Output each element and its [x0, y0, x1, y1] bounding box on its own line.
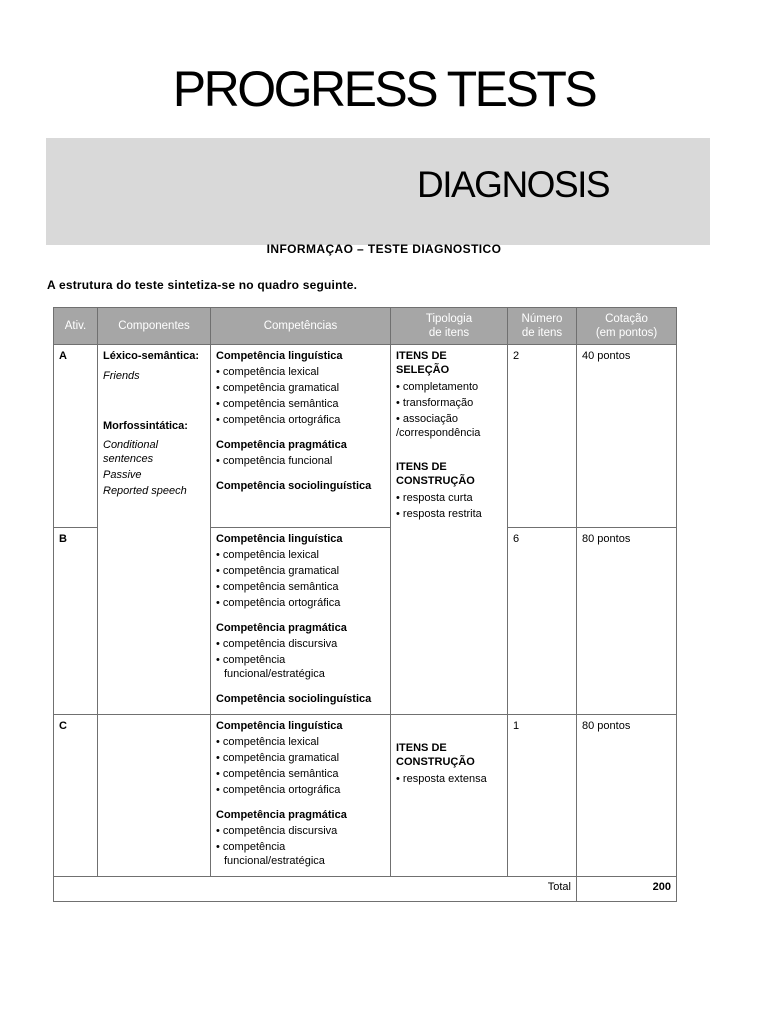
component-item: Passive [103, 469, 142, 481]
ativ-cell: A [54, 345, 98, 528]
competencia-item: • competência semântica [216, 580, 385, 594]
ativ-cell: C [54, 715, 98, 877]
component-group-title: Léxico-semântica: [103, 350, 199, 362]
numero-cell: 1 [508, 715, 577, 877]
ativ-cell: B [54, 528, 98, 715]
competencia-item: • competência semântica [216, 397, 385, 411]
tipologia-item: • completamento [396, 380, 502, 394]
header-tipologia [391, 308, 508, 345]
competencia-item: • competência lexical [216, 548, 385, 562]
competencia-item: • competência ortográfica [216, 596, 385, 610]
competencias-cell [211, 715, 391, 877]
tipologia-title: ITENS DE CONSTRUÇÃO [396, 742, 475, 768]
test-structure-table [53, 307, 677, 902]
competencias-cell [211, 345, 391, 528]
competencia-item: • competência lexical [216, 735, 385, 749]
title-band [46, 138, 710, 245]
competencia-title: Competência pragmática [216, 622, 347, 634]
header-componentes: Componentes [98, 308, 211, 345]
component-item: Conditional sentences [103, 439, 159, 465]
header-tipologia-line1: Tipologia [425, 313, 473, 325]
competencia-title: Competência pragmática [216, 809, 347, 821]
numero-cell: 6 [508, 528, 577, 715]
header-ativ: Ativ. [54, 308, 98, 345]
tipologia-title: ITENS DE SELEÇÃO [396, 350, 450, 376]
cotacao-cell: 80 pontos [577, 528, 677, 715]
competencia-item: • competência ortográfica [216, 783, 385, 797]
competencia-title: Competência linguística [216, 533, 343, 545]
band-title: DIAGNOSIS [417, 164, 610, 205]
info-heading: INFORMAÇAO – TESTE DIAGNOSTICO [266, 242, 502, 256]
component-item: Friends [103, 370, 140, 382]
competencia-item: • competência discursiva [216, 637, 385, 651]
competencia-item: • competência gramatical [216, 564, 385, 578]
header-cotacao-line1: Cotação [605, 313, 648, 325]
table-row [54, 345, 677, 528]
competencia-title: Competência linguística [216, 720, 343, 732]
component-group-title: Morfossintática: [103, 420, 188, 432]
total-label: Total [54, 877, 577, 902]
competencia-title: Competência linguística [216, 350, 343, 362]
cotacao-cell: 80 pontos [577, 715, 677, 877]
tipologia-item: • transformação [396, 396, 502, 410]
competencia-item: • competência funcional/estratégica [216, 840, 334, 868]
table-header-row [54, 308, 677, 345]
tipologia-cell [391, 345, 508, 715]
intro-text: A estrutura do teste sintetiza-se no quadro seguinte. [47, 278, 358, 292]
header-numero-line1: Número [521, 313, 563, 325]
componentes-cell [98, 345, 211, 715]
tipologia-item: • resposta extensa [396, 772, 502, 786]
tipologia-item: • resposta restrita [396, 507, 502, 521]
componentes-cell [98, 715, 211, 877]
competencia-item: • competência gramatical [216, 751, 385, 765]
numero-cell: 2 [508, 345, 577, 528]
competencia-item: • competência funcional/estratégica [216, 653, 334, 681]
tipologia-title: ITENS DE CONSTRUÇÃO [396, 461, 475, 487]
header-numero [508, 308, 577, 345]
total-row [54, 877, 677, 902]
competencia-title: Competência pragmática [216, 439, 347, 451]
page-title: PROGRESS TESTS [172, 61, 596, 117]
header-competencias: Competências [211, 308, 391, 345]
competencia-item: • competência semântica [216, 767, 385, 781]
tipologia-item: • associação /correspondência [396, 412, 476, 440]
competencia-item: • competência discursiva [216, 824, 385, 838]
header-numero-line2: de itens [521, 327, 563, 339]
competencia-title: Competência sociolinguística [216, 480, 372, 492]
competencia-title: Competência sociolinguística [216, 693, 372, 705]
header-tipologia-line2: de itens [428, 327, 470, 339]
competencias-cell [211, 528, 391, 715]
competencia-item: • competência lexical [216, 365, 385, 379]
tipologia-item: • resposta curta [396, 491, 502, 505]
header-cotacao-line2: (em pontos) [595, 327, 658, 339]
tipologia-cell [391, 715, 508, 877]
cotacao-cell: 40 pontos [577, 345, 677, 528]
table-row [54, 715, 677, 877]
header-cotacao [577, 308, 677, 345]
component-item: Reported speech [103, 485, 187, 497]
competencia-item: • competência funcional [216, 454, 385, 468]
total-value: 200 [577, 877, 677, 902]
competencia-item: • competência gramatical [216, 381, 385, 395]
competencia-item: • competência ortográfica [216, 413, 385, 427]
